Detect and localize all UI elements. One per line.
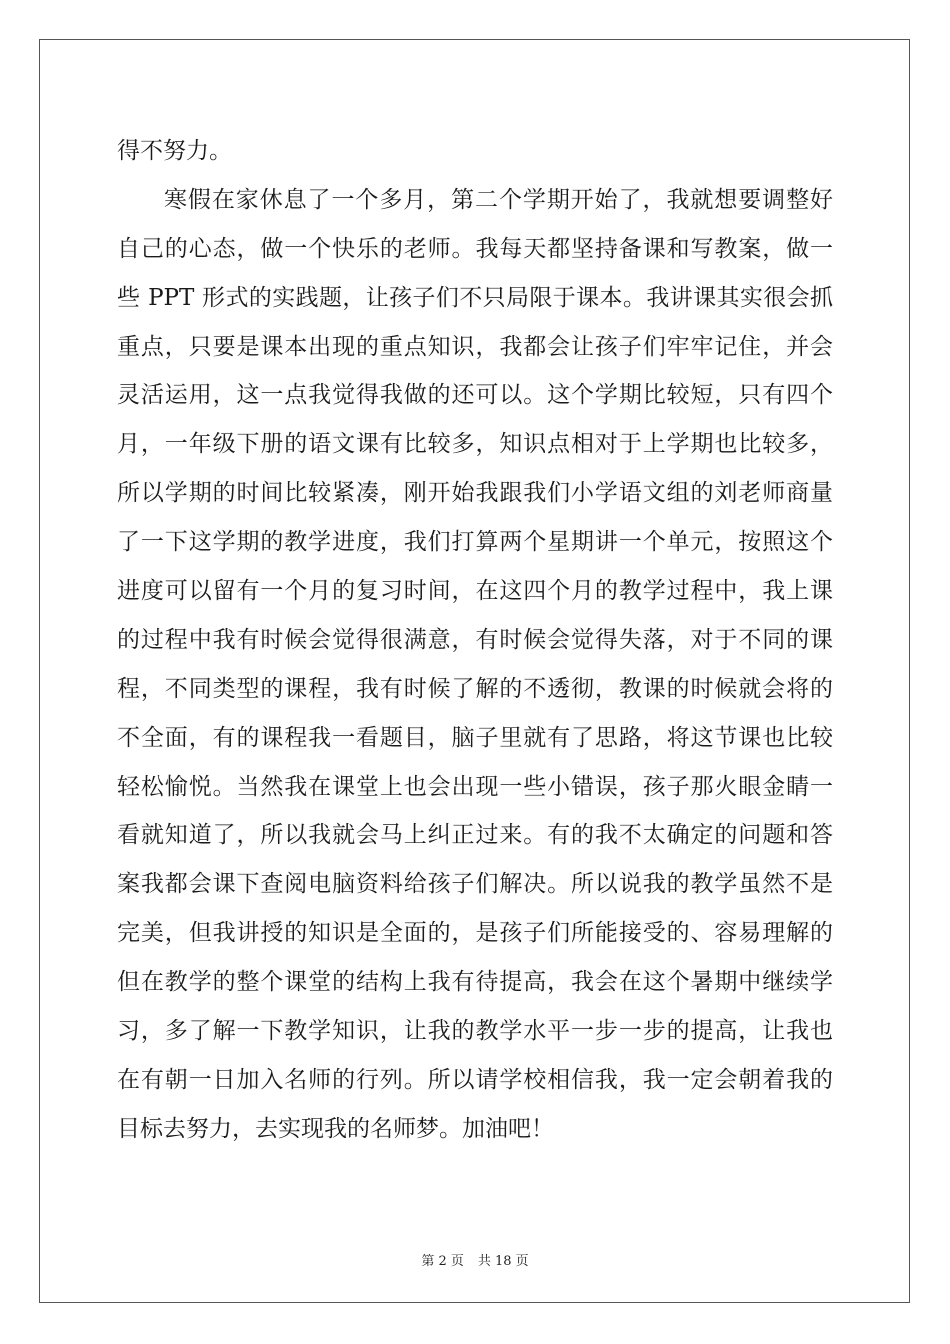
page-footer — [0, 1250, 950, 1269]
text-line: 进度可以留有一个月的复习时间，在这四个月的教学过程中，我上课 — [117, 578, 833, 605]
text-line: 完美，但我讲授的知识是全面的，是孩子们所能接受的、容易理解的 — [117, 920, 833, 947]
text-line: 看就知道了，所以我就会马上纠正过来。有的我不太确定的问题和答 — [117, 822, 833, 849]
text-line: 目标去努力，去实现我的名师梦。加油吧！ — [117, 1115, 554, 1142]
text-line: 习，多了解一下教学知识，让我的教学水平一步一步的提高，让我也 — [117, 1018, 833, 1045]
document-body — [117, 127, 833, 1154]
text-line: 月，一年级下册的语文课有比较多，知识点相对于上学期也比较多， — [117, 431, 833, 458]
text-line: 的过程中我有时候会觉得很满意，有时候会觉得失落，对于不同的课 — [117, 626, 833, 653]
text-line: 寒假在家休息了一个多月，第二个学期开始了，我就想要调整好 — [164, 186, 833, 213]
text-line: 轻松愉悦。当然我在课堂上也会出现一些小错误，孩子那火眼金睛一 — [117, 773, 833, 800]
text-line: 得不努力。 — [117, 138, 232, 164]
text-line: 自己的心态，做一个快乐的老师。我每天都坚持备课和写教案，做一 — [117, 235, 833, 262]
text-line: 些 PPT 形式的实践题，让孩子们不只局限于课本。我讲课其实很会抓 — [117, 284, 833, 311]
text-line: 在有朝一日加入名师的行列。所以请学校相信我，我一定会朝着我的 — [117, 1066, 833, 1093]
text-line: 案我都会课下查阅电脑资料给孩子们解决。所以说我的教学虽然不是 — [117, 871, 833, 898]
text-line: 但在教学的整个课堂的结构上我有待提高，我会在这个暑期中继续学 — [117, 969, 833, 996]
text-line: 不全面，有的课程我一看题目，脑子里就有了思路，将这节课也比较 — [117, 724, 833, 751]
text-line: 了一下这学期的教学进度，我们打算两个星期讲一个单元，按照这个 — [117, 529, 833, 556]
page-total: 共 18 页 — [477, 1254, 529, 1269]
text-line: 所以学期的时间比较紧凑，刚开始我跟我们小学语文组的刘老师商量 — [117, 480, 833, 507]
page-number: 第 2 页 — [421, 1254, 464, 1269]
text-line: 灵活运用，这一点我觉得我做的还可以。这个学期比较短，只有四个 — [117, 382, 833, 409]
text-line: 重点，只要是课本出现的重点知识，我都会让孩子们牢牢记住，并会 — [117, 333, 833, 360]
text-line: 程，不同类型的课程，我有时候了解的不透彻，教课的时候就会将的 — [117, 675, 833, 702]
